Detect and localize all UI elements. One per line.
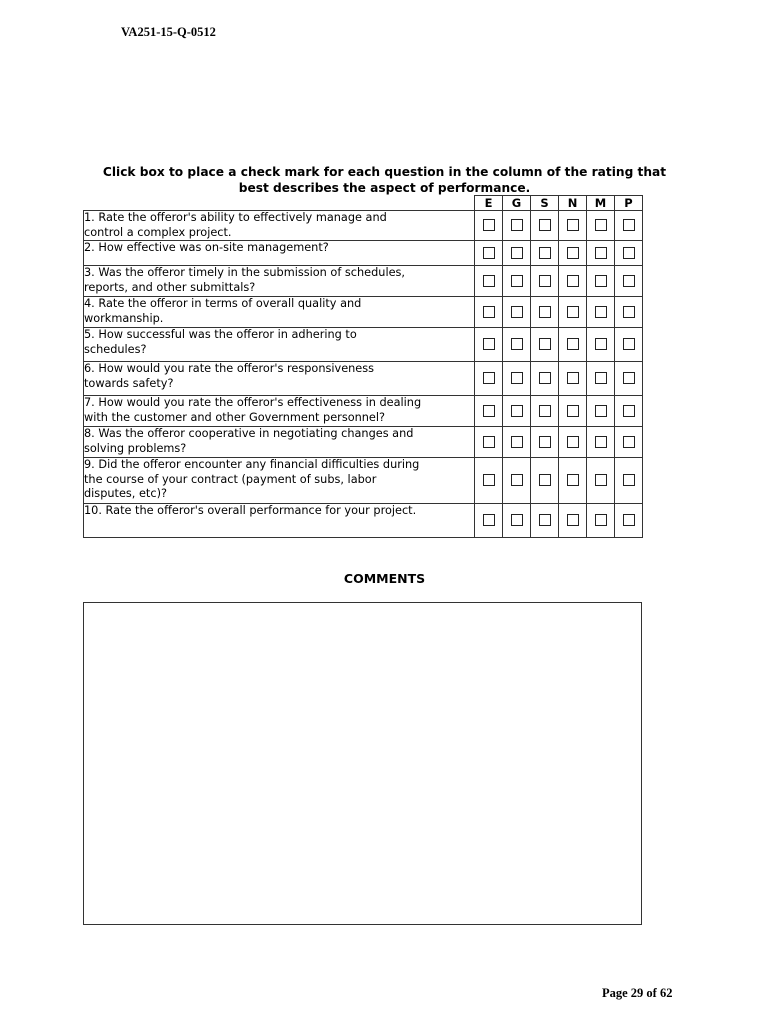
checkbox-n[interactable]: [567, 514, 579, 526]
rating-cell-n: [559, 504, 587, 538]
checkbox-n[interactable]: [567, 474, 579, 486]
checkbox-p[interactable]: [623, 275, 635, 287]
checkbox-g[interactable]: [511, 436, 523, 448]
rating-cell-n: [559, 458, 587, 504]
question-row: [84, 241, 643, 266]
rating-cell-m: [587, 504, 615, 538]
question-text: [84, 504, 475, 538]
rating-cell-p: [615, 211, 643, 241]
question-row: [84, 396, 643, 427]
checkbox-n[interactable]: [567, 372, 579, 384]
question-line-2: with the customer and other Government personnel?: [84, 410, 386, 424]
question-row: [84, 328, 643, 362]
checkbox-m[interactable]: [595, 247, 607, 259]
question-text: [84, 458, 475, 504]
checkbox-g[interactable]: [511, 514, 523, 526]
rating-cell-e: [475, 427, 503, 458]
rating-cell-g: [503, 297, 531, 328]
question-line-2: schedules?: [84, 342, 147, 356]
rating-cell-m: [587, 211, 615, 241]
performance-rating-table: [83, 195, 643, 538]
checkbox-n[interactable]: [567, 247, 579, 259]
checkbox-p[interactable]: [623, 474, 635, 486]
checkbox-g[interactable]: [511, 405, 523, 417]
rating-cell-m: [587, 427, 615, 458]
checkbox-g[interactable]: [511, 219, 523, 231]
checkbox-n[interactable]: [567, 436, 579, 448]
checkbox-s[interactable]: [539, 474, 551, 486]
rating-cell-g: [503, 241, 531, 266]
rating-cell-n: [559, 396, 587, 427]
question-text: [84, 211, 475, 241]
checkbox-g[interactable]: [511, 474, 523, 486]
checkbox-n[interactable]: [567, 219, 579, 231]
instructions: [84, 164, 685, 196]
question-text: [84, 297, 475, 328]
rating-cell-s: [531, 297, 559, 328]
checkbox-e[interactable]: [483, 275, 495, 287]
rating-header-g: G: [503, 196, 531, 211]
question-row: [84, 266, 643, 297]
rating-cell-s: [531, 266, 559, 297]
checkbox-g[interactable]: [511, 247, 523, 259]
checkbox-g[interactable]: [511, 372, 523, 384]
question-line-2: the course of your contract (payment of subs, labor: [84, 472, 377, 486]
checkbox-e[interactable]: [483, 514, 495, 526]
question-line-2: reports, and other submittals?: [84, 280, 256, 294]
rating-cell-g: [503, 396, 531, 427]
question-line-1: 6. How would you rate the offeror's responsiveness: [84, 362, 375, 375]
checkbox-s[interactable]: [539, 405, 551, 417]
question-line-2: control a complex project.: [84, 225, 232, 239]
comments-title: COMMENTS: [343, 571, 426, 586]
rating-cell-g: [503, 504, 531, 538]
rating-cell-n: [559, 362, 587, 396]
checkbox-e[interactable]: [483, 247, 495, 259]
rating-cell-e: [475, 297, 503, 328]
comments-box[interactable]: [83, 602, 642, 925]
checkbox-s[interactable]: [539, 219, 551, 231]
rating-cell-g: [503, 211, 531, 241]
question-line-3: disputes, etc)?: [84, 487, 167, 500]
checkbox-e[interactable]: [483, 436, 495, 448]
rating-cell-m: [587, 362, 615, 396]
question-line-2: solving problems?: [84, 441, 187, 455]
checkbox-m[interactable]: [595, 219, 607, 231]
rating-cell-e: [475, 396, 503, 427]
rating-header-row: [84, 196, 643, 211]
rating-cell-s: [531, 504, 559, 538]
rating-cell-p: [615, 241, 643, 266]
question-line-1: 7. How would you rate the offeror's effectiveness in dealing: [84, 396, 422, 409]
rating-cell-g: [503, 458, 531, 504]
checkbox-m[interactable]: [595, 306, 607, 318]
question-row: [84, 427, 643, 458]
checkbox-s[interactable]: [539, 372, 551, 384]
rating-cell-s: [531, 362, 559, 396]
checkbox-p[interactable]: [623, 219, 635, 231]
question-line-1: 10. Rate the offeror's overall performance for your project.: [84, 504, 417, 517]
question-text: [84, 266, 475, 297]
checkbox-m[interactable]: [595, 405, 607, 417]
checkbox-s[interactable]: [539, 275, 551, 287]
checkbox-p[interactable]: [623, 372, 635, 384]
checkbox-p[interactable]: [623, 436, 635, 448]
rating-cell-m: [587, 396, 615, 427]
question-line-1: 9. Did the offeror encounter any financial difficulties during: [84, 458, 420, 471]
rating-cell-p: [615, 266, 643, 297]
rating-cell-s: [531, 241, 559, 266]
rating-cell-p: [615, 396, 643, 427]
question-line-1: 2. How effective was on-site management?: [84, 241, 329, 254]
rating-cell-g: [503, 427, 531, 458]
question-line-2: workmanship.: [84, 311, 164, 325]
rating-cell-m: [587, 241, 615, 266]
instructions-line-1: Click box to place a check mark for each question in the column of the rating that: [102, 165, 667, 179]
checkbox-s[interactable]: [539, 514, 551, 526]
question-text: [84, 241, 475, 266]
checkbox-p[interactable]: [623, 514, 635, 526]
rating-cell-e: [475, 328, 503, 362]
rating-header-p: P: [615, 196, 643, 211]
rating-cell-e: [475, 211, 503, 241]
checkbox-s[interactable]: [539, 306, 551, 318]
rating-cell-p: [615, 297, 643, 328]
checkbox-m[interactable]: [595, 372, 607, 384]
question-row: [84, 504, 643, 538]
rating-cell-n: [559, 328, 587, 362]
rating-cell-n: [559, 266, 587, 297]
rating-header-s: S: [531, 196, 559, 211]
checkbox-g[interactable]: [511, 275, 523, 287]
question-line-2: towards safety?: [84, 376, 174, 390]
checkbox-p[interactable]: [623, 247, 635, 259]
question-line-1: 1. Rate the offeror's ability to effectively manage and: [84, 211, 387, 224]
checkbox-p[interactable]: [623, 338, 635, 350]
checkbox-s[interactable]: [539, 247, 551, 259]
rating-cell-p: [615, 328, 643, 362]
rating-header-m: M: [587, 196, 615, 211]
question-text: [84, 396, 475, 427]
question-line-1: 5. How successful was the offeror in adhering to: [84, 328, 357, 341]
checkbox-s[interactable]: [539, 436, 551, 448]
checkbox-m[interactable]: [595, 474, 607, 486]
checkbox-e[interactable]: [483, 474, 495, 486]
checkbox-p[interactable]: [623, 306, 635, 318]
rating-cell-n: [559, 427, 587, 458]
instructions-line-2: best describes the aspect of performance.: [238, 181, 531, 195]
checkbox-m[interactable]: [595, 338, 607, 350]
question-text: [84, 362, 475, 396]
rating-header-e: E: [475, 196, 503, 211]
checkbox-m[interactable]: [595, 436, 607, 448]
question-line-1: 4. Rate the offeror in terms of overall quality and: [84, 297, 362, 310]
rating-cell-e: [475, 458, 503, 504]
question-text: [84, 328, 475, 362]
checkbox-n[interactable]: [567, 338, 579, 350]
rating-cell-m: [587, 458, 615, 504]
checkbox-e[interactable]: [483, 306, 495, 318]
checkbox-m[interactable]: [595, 514, 607, 526]
question-line-1: 3. Was the offeror timely in the submission of schedules,: [84, 266, 406, 279]
rating-cell-n: [559, 241, 587, 266]
checkbox-e[interactable]: [483, 405, 495, 417]
rating-cell-g: [503, 362, 531, 396]
rating-cell-g: [503, 328, 531, 362]
rating-cell-e: [475, 504, 503, 538]
question-row: [84, 362, 643, 396]
rating-cell-p: [615, 504, 643, 538]
rating-cell-s: [531, 427, 559, 458]
rating-cell-e: [475, 241, 503, 266]
rating-cell-s: [531, 328, 559, 362]
rating-cell-s: [531, 211, 559, 241]
checkbox-n[interactable]: [567, 306, 579, 318]
checkbox-n[interactable]: [567, 405, 579, 417]
checkbox-e[interactable]: [483, 338, 495, 350]
rating-cell-e: [475, 362, 503, 396]
rating-cell-p: [615, 427, 643, 458]
question-rows: [84, 211, 643, 538]
question-text: [84, 427, 475, 458]
checkbox-p[interactable]: [623, 405, 635, 417]
header-spacer: [84, 196, 475, 211]
rating-header-n: N: [559, 196, 587, 211]
checkbox-e[interactable]: [483, 372, 495, 384]
checkbox-n[interactable]: [567, 275, 579, 287]
checkbox-s[interactable]: [539, 338, 551, 350]
question-row: [84, 211, 643, 241]
question-row: [84, 458, 643, 504]
rating-cell-s: [531, 396, 559, 427]
checkbox-m[interactable]: [595, 275, 607, 287]
checkbox-e[interactable]: [483, 219, 495, 231]
rating-cell-e: [475, 266, 503, 297]
rating-cell-n: [559, 297, 587, 328]
rating-cell-m: [587, 297, 615, 328]
question-row: [84, 297, 643, 328]
document-id: VA251-15-Q-0512: [121, 25, 216, 39]
rating-cell-m: [587, 266, 615, 297]
rating-cell-s: [531, 458, 559, 504]
checkbox-g[interactable]: [511, 338, 523, 350]
page-number: Page 29 of 62: [602, 986, 673, 1000]
rating-cell-n: [559, 211, 587, 241]
rating-cell-g: [503, 266, 531, 297]
checkbox-g[interactable]: [511, 306, 523, 318]
rating-cell-p: [615, 458, 643, 504]
rating-cell-p: [615, 362, 643, 396]
rating-cell-m: [587, 328, 615, 362]
question-line-1: 8. Was the offeror cooperative in negotiating changes and: [84, 427, 414, 440]
